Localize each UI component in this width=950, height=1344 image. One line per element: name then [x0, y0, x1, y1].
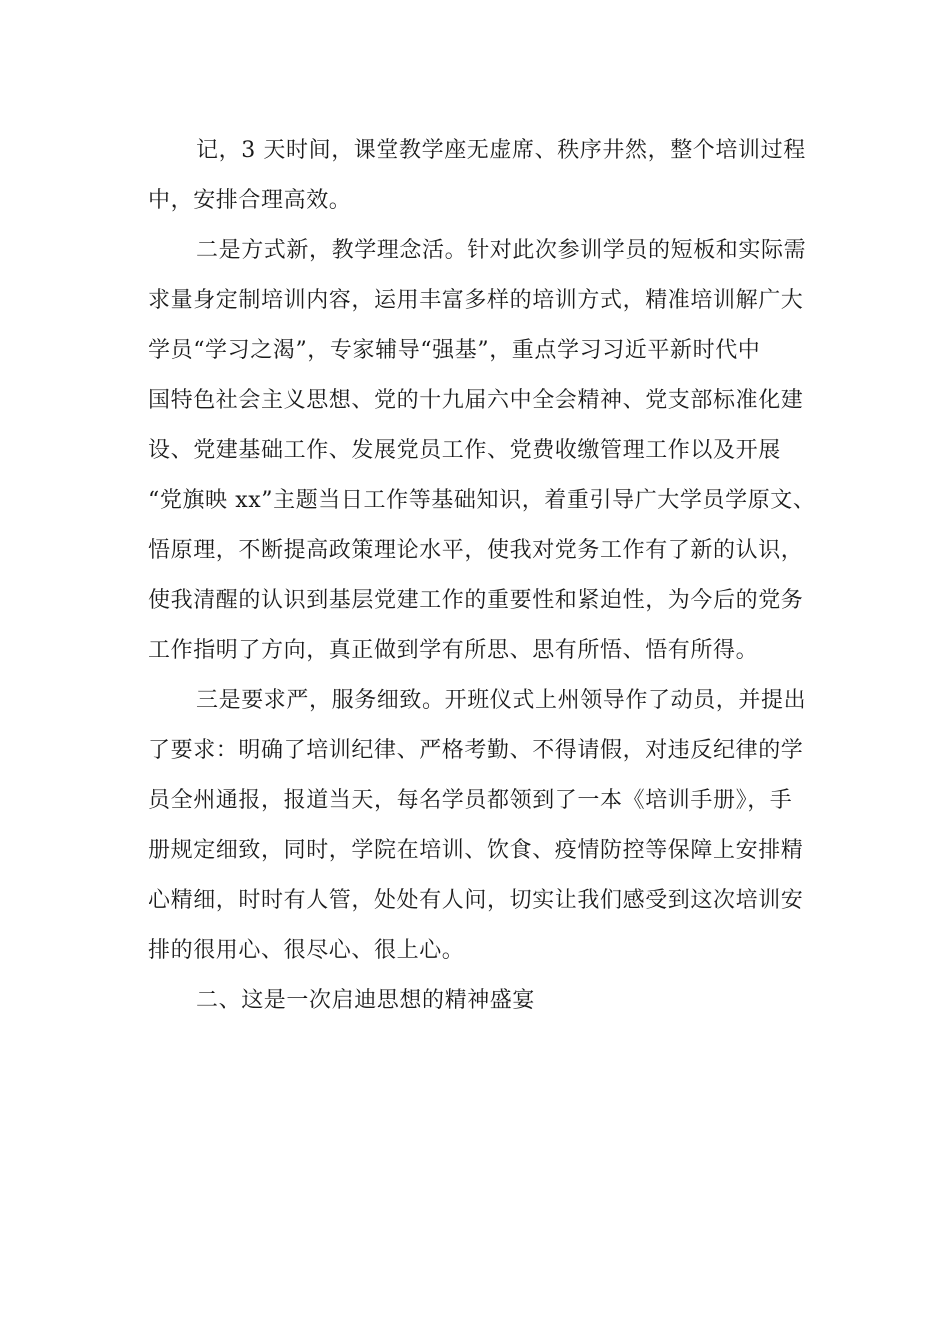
text-line: 排的很用心、很尽心、很上心。 [148, 938, 465, 963]
text-line: 学员“学习之渴”，专家辅导“强基”，重点学习习近平新时代中 [148, 338, 761, 363]
text-line: 心精细，时时有人管，处处有人问，切实让我们感受到这次培训安 [148, 888, 804, 913]
text-line: 中，安排合理高效。 [148, 188, 352, 213]
text-line: 三是要求严，服务细致。开班仪式上州领导作了动员，并提出 [196, 688, 807, 713]
text-line: 了要求：明确了培训纪律、严格考勤、不得请假，对违反纪律的学 [148, 738, 804, 763]
text-line: “党旗映 xx”主题当日工作等基础知识，着重引导广大学员学原文、 [148, 488, 816, 513]
text-line: 设、党建基础工作、发展党员工作、党费收缴管理工作以及开展 [148, 438, 781, 463]
text-line: 二是方式新，教学理念活。针对此次参训学员的短板和实际需 [196, 238, 807, 263]
text-line: 工作指明了方向，真正做到学有所思、思有所悟、悟有所得。 [148, 638, 759, 663]
text-line: 国特色社会主义思想、党的十九届六中全会精神、党支部标准化建 [148, 388, 804, 413]
text-line: 悟原理，不断提高政策理论水平，使我对党务工作有了新的认识， [148, 538, 804, 563]
text-line: 记，3 天时间，课堂教学座无虚席、秩序井然，整个培训过程 [196, 138, 806, 163]
text-line: 员全州通报，报道当天，每名学员都领到了一本《培训手册》，手 [148, 788, 793, 813]
text-line: 册规定细致，同时，学院在培训、饮食、疫情防控等保障上安排精 [148, 838, 804, 863]
text-line: 使我清醒的认识到基层党建工作的重要性和紧迫性，为今后的党务 [148, 588, 804, 613]
section-heading: 二、这是一次启迪思想的精神盛宴 [196, 988, 536, 1013]
text-line: 求量身定制培训内容，运用丰富多样的培训方式，精准培训解广大 [148, 288, 804, 313]
